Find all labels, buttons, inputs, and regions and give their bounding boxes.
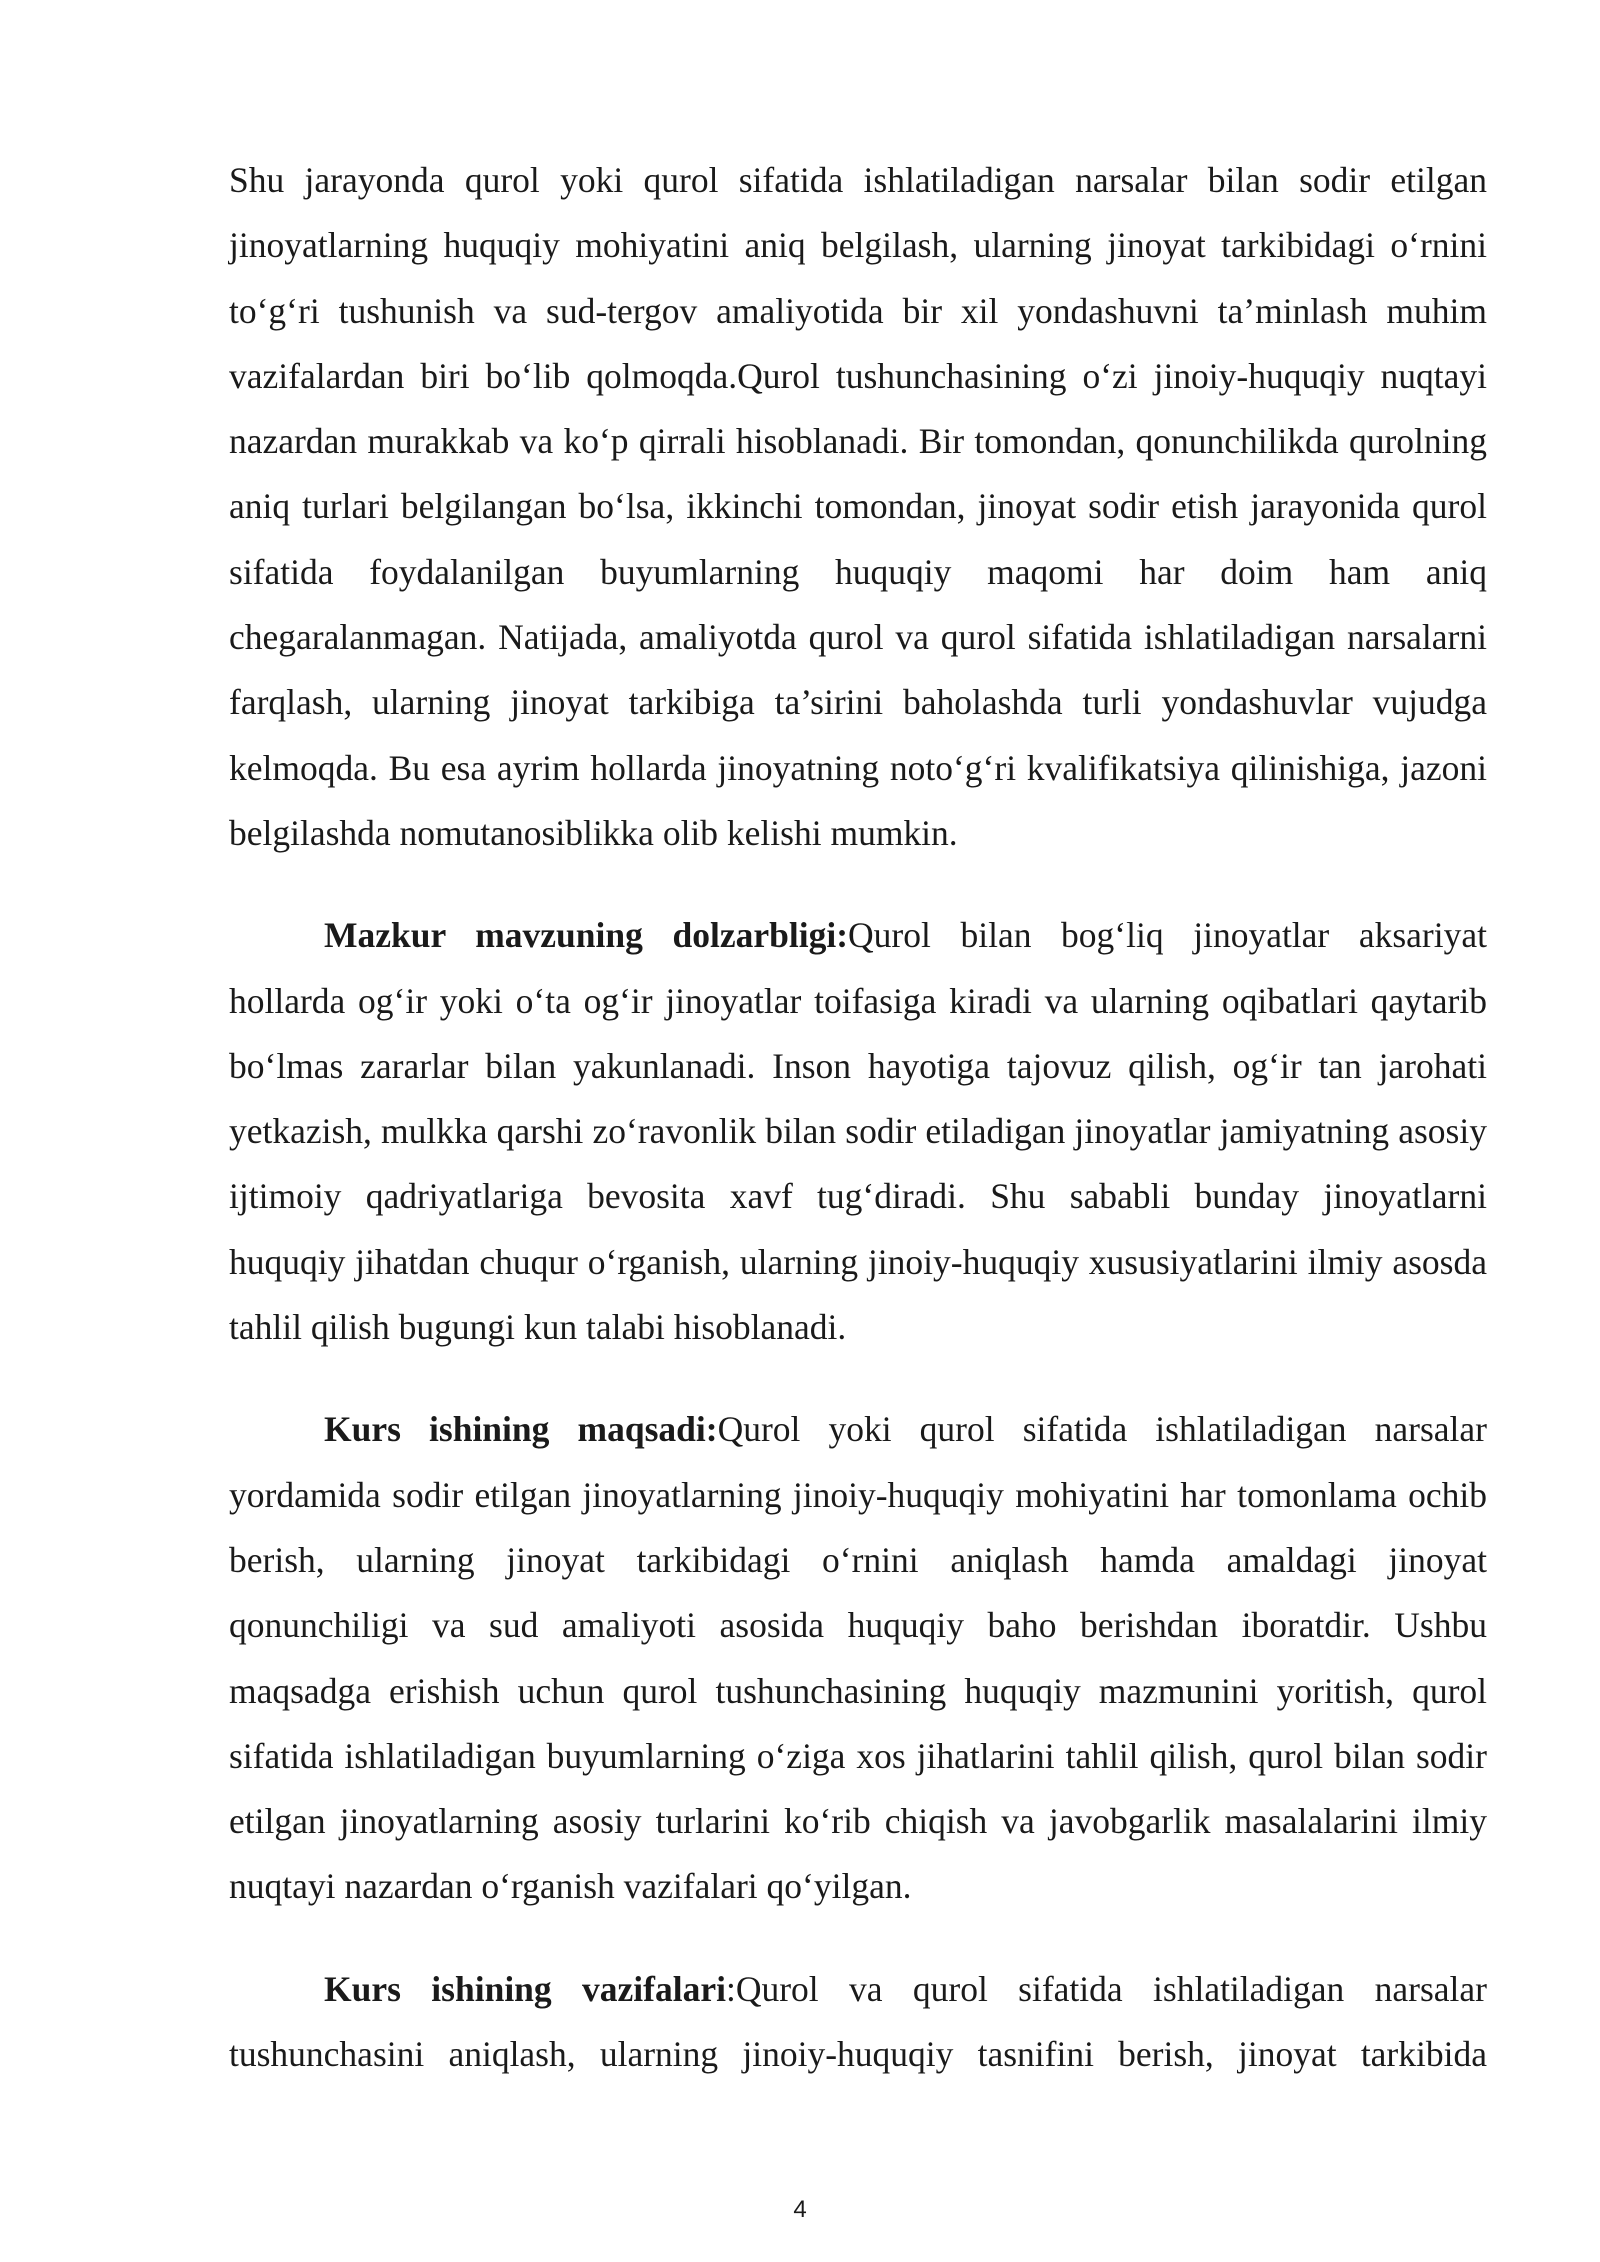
paragraph-heading-tasks: Kurs ishining vazifalari	[324, 1968, 726, 2009]
paragraph-relevance	[229, 903, 1487, 1360]
paragraph-text: Qurol bilan bog‘liq jinoyatlar aksariyat hollarda og‘ir yoki o‘ta og‘ir jinoyatlar toifasiga kiradi va ularning oqibatlari qaytarib bo‘lmas zararlar bilan yakunlanadi. Inson hayotiga tajovuz qilish, og‘ir tan jarohati yetkazish, mulkka qarshi zo‘ravonlik bilan sodir etiladigan jinoyatlar jamiyatning asosiy ijtimoiy qadriyatlariga bevosita xavf tug‘diradi. Shu sababli bunday jinoyatlarni huquqiy jihatdan chuqur o‘rganish, ularning jinoiy-huquqiy xususiyatlarini ilmiy asosda tahlil qilish bugungi kun talabi hisoblanadi.	[229, 915, 1487, 1348]
paragraph-tasks	[229, 1957, 1487, 2088]
paragraph-goal	[229, 1397, 1487, 1919]
paragraph-heading-relevance: Mazkur mavzuning dolzarbligi:	[324, 915, 849, 956]
page-number: 4	[793, 2196, 807, 2223]
paragraph-introduction	[229, 148, 1487, 866]
document-body	[229, 148, 1487, 2087]
paragraph-text: :Qurol va qurol sifatida ishlatiladigan narsalar tushunchasini aniqlash, ularning jinoiy-huquqiy tasnifini berish, jinoyat tarkibida	[229, 1968, 1487, 2075]
paragraph-text: Shu jarayonda qurol yoki qurol sifatida ishlatiladigan narsalar bilan sodir etilgan jinoyatlarning huquqiy mohiyatini aniq belgilash, ularning jinoyat tarkibidagi o‘rnini to‘g‘ri tushunish va sud-tergov amaliyotida bir xil yondashuvni ta’minlash muhim vazifalardan biri bo‘lib qolmoqda.Qurol tushunchasining o‘zi jinoiy-huquqiy nuqtayi nazardan murakkab va ko‘p qirrali hisoblanadi. Bir tomondan, qonunchilikda qurolning aniq turlari belgilangan bo‘lsa, ikkinchi tomondan, jinoyat sodir etish jarayonida qurol sifatida foydalanilgan buyumlarning huquqiy maqomi har doim ham aniq chegaralanmagan. Natijada, amaliyotda qurol va qurol sifatida ishlatiladigan narsalarni farqlash, ularning jinoyat tarkibiga ta’sirini baholashda turli yondashuvlar vujudga kelmoqda. Bu esa ayrim hollarda jinoyatning noto‘g‘ri kvalifikatsiya qilinishiga, jazoni belgilashda nomutanosiblikka olib kelishi mumkin.	[229, 160, 1487, 853]
paragraph-text: Qurol yoki qurol sifatida ishlatiladigan narsalar yordamida sodir etilgan jinoyatlarning jinoiy-huquqiy mohiyatini har tomonlama ochib berish, ularning jinoyat tarkibidagi o‘rnini aniqlash hamda amaldagi jinoyat qonunchiligi va sud amaliyoti asosida huquqiy baho berishdan iboratdir. Ushbu maqsadga erishish uchun qurol tushunchasining huquqiy mazmunini yoritish, qurol sifatida ishlatiladigan buyumlarning o‘ziga xos jihatlarini tahlil qilish, qurol bilan sodir etilgan jinoyatlarning asosiy turlarini ko‘rib chiqish va javobgarlik masalalarini ilmiy nuqtayi nazardan o‘rganish vazifalari qo‘yilgan.	[229, 1409, 1487, 1907]
paragraph-heading-goal: Kurs ishining maqsadi:	[324, 1409, 718, 1450]
